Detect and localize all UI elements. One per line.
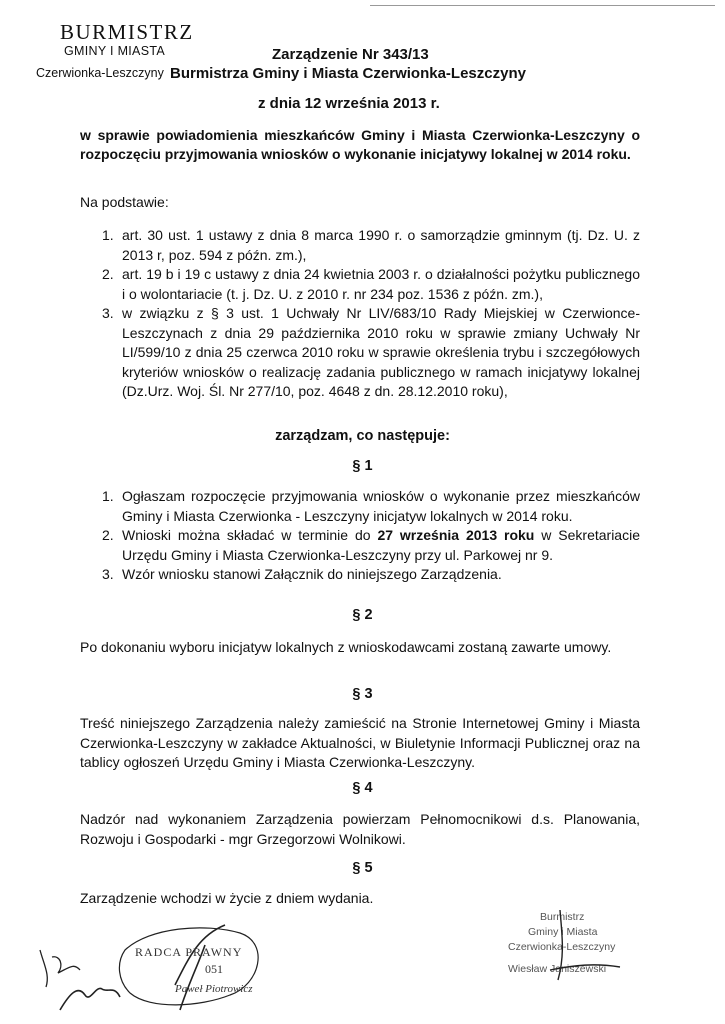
mayor-stamp-line-3: Czerwionka-Leszczyny xyxy=(508,941,616,953)
list-number: 2. xyxy=(102,527,114,543)
list-item xyxy=(0,487,640,526)
list-number: 3. xyxy=(102,305,114,321)
top-rule xyxy=(370,5,715,6)
mayor-signature-icon xyxy=(550,910,620,980)
stamp-city: Czerwionka-Leszczyny xyxy=(36,66,164,80)
section-4-text: Nadzór nad wykonaniem Zarządzenia powierzam Pełnomocnikowi d.s. Planowania, Rozwoju i Gospodarki - mgr Grzegorzowi Wolnikowi. xyxy=(80,811,640,847)
list-text: art. 19 b i 19 c ustawy z dnia 24 kwietnia 2003 r. o działalności pożytku publicznego i o wolontariacie (t. j. Dz. U. z 2010 r. nr 234 poz. 1536 z późn. zm.), xyxy=(122,266,640,302)
list-text: art. 30 ust. 1 ustawy z dnia 8 marca 1990 r. o samorządzie gminnym (tj. Dz. U. z 2013 r, poz. 594 z późn. zm.), xyxy=(122,227,640,263)
section-1-list xyxy=(0,487,725,585)
list-number: 1. xyxy=(102,488,114,504)
radca-stamp-number: 051 xyxy=(205,962,223,976)
section-3-text: Treść niniejszego Zarządzenia należy zamieścić na Stronie Internetowej Gminy i Miasta Czerwionka-Leszczyny w zakładce Aktualności, w Biuletynie Informacji Publicznej oraz na tablicy ogłoszeń Urzędu Gminy i Miasta Czerwionka-Leszczyny. xyxy=(80,715,640,770)
document-issuer: Burmistrza Gminy i Miasta Czerwionka-Leszczyny xyxy=(170,65,526,82)
list-number: 1. xyxy=(102,227,114,243)
section-5-text: Zarządzenie wchodzi w życie z dniem wydania. xyxy=(80,890,374,906)
list-number: 2. xyxy=(102,266,114,282)
document-subject: w sprawie powiadomienia mieszkańców Gminy i Miasta Czerwionka-Leszczyny o rozpoczęciu przyjmowania wniosków o wykonanie inicjatywy lokalnej w 2014 roku. xyxy=(80,127,640,162)
list-item xyxy=(0,304,640,402)
list-text: w związku z § 3 ust. 1 Uchwały Nr LIV/683/10 Rady Miejskiej w Czerwionce-Leszczynach z dnia 29 października 2010 roku w sprawie zmiany Uchwały Nr LI/599/10 z dnia 25 czerwca 2010 roku w sprawie określenia trybu i szczegółowych kryteriów wniosków o realizację zadania publicznego w ramach inicjatywy lokalnej (Dz.Urz. Woj. Śl. Nr 277/10, poz. 4648 z dn. 28.12.2010 roku), xyxy=(122,305,640,399)
section-5-title: § 5 xyxy=(352,860,373,876)
signatures-left xyxy=(30,915,300,1020)
list-item xyxy=(0,226,640,265)
section-2-title: § 2 xyxy=(352,607,373,623)
basis-lead: Na podstawie: xyxy=(80,194,169,210)
list-text: Ogłaszam rozpoczęcie przyjmowania wniosków o wykonanie przez mieszkańców Gminy i Miasta Czerwionka - Leszczyny inicjatyw lokalnych w 2014 roku. xyxy=(122,488,640,524)
mayor-stamp-line-1: Burmistrz xyxy=(540,911,585,923)
list-number: 3. xyxy=(102,566,114,582)
signature-scribble-2-icon xyxy=(60,988,120,1010)
list-item xyxy=(0,526,640,565)
stamp-burmistrz: BURMISTRZ xyxy=(60,20,194,44)
section-4-title: § 4 xyxy=(352,780,373,796)
decree-line: zarządzam, co następuje: xyxy=(275,428,450,444)
section-1-title: § 1 xyxy=(352,458,373,474)
list-text: Wzór wniosku stanowi Załącznik do niniejszego Zarządzenia. xyxy=(122,566,502,582)
list-text-pre: Wnioski można składać w terminie do xyxy=(122,527,378,543)
signature-scribble-1-icon xyxy=(40,950,80,987)
radca-stamp-title: RADCA PRAWNY xyxy=(135,945,243,959)
section-3-title: § 3 xyxy=(352,686,373,702)
section-2-text: Po dokonaniu wyboru inicjatyw lokalnych z wnioskodawcami zostaną zawarte umowy. xyxy=(80,639,612,655)
document-date: z dnia 12 września 2013 r. xyxy=(258,95,440,112)
mayor-signature xyxy=(520,905,640,995)
mayor-stamp-line-4: Wiesław Janiszewski xyxy=(508,963,607,975)
list-item xyxy=(0,565,640,585)
legal-basis-list xyxy=(0,226,725,402)
list-item xyxy=(0,265,640,304)
radca-stamp-name: Paweł Piotrowicz xyxy=(175,983,253,995)
list-text-post: w Sekretariacie Urzędu Gminy i Miasta Czerwionka-Leszczyny przy ul. Parkowej nr 9. xyxy=(122,527,640,563)
deadline-date: 27 września 2013 roku xyxy=(377,527,535,543)
document-title: Zarządzenie Nr 343/13 xyxy=(272,46,429,63)
mayor-stamp-line-2: Gminy i Miasta xyxy=(528,926,598,938)
stamp-gminy-i-miasta: GMINY I MIASTA xyxy=(64,44,165,58)
